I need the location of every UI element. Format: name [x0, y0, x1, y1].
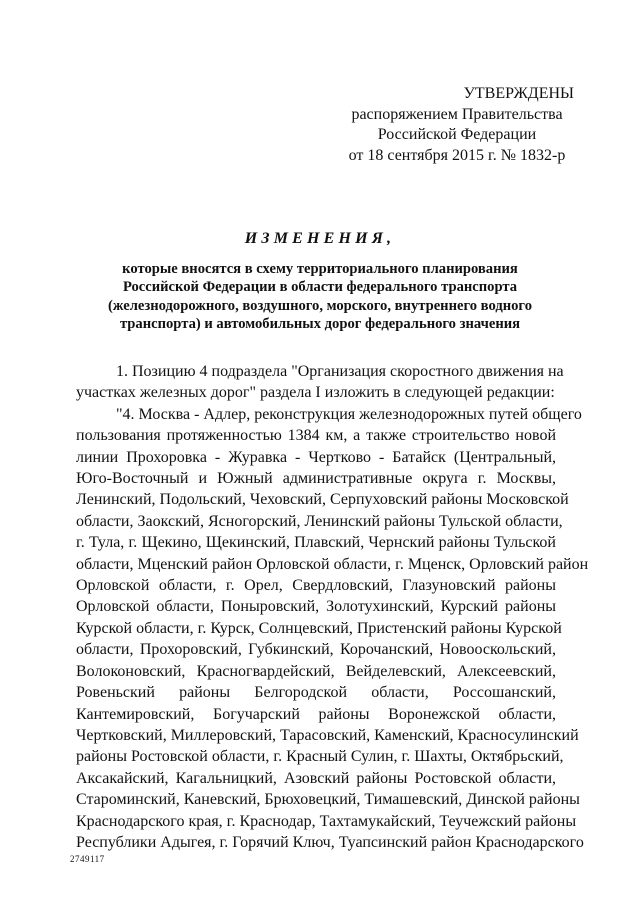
approval-line-1: распоряжением Правительства	[351, 105, 563, 123]
body-line: пользования протяженностью 1384 км, а также строительство новой	[76, 427, 556, 445]
body-line: Староминский, Каневский, Брюховецкий, Тимашевский, Динской районы	[76, 791, 580, 809]
body-line: "4. Москва - Адлер, реконструкция железнодорожных путей общего	[116, 405, 582, 423]
body-line: Орловской области, г. Орел, Свердловский, Глазуновский районы	[76, 577, 556, 595]
body-line: области, Заокский, Ясногорский, Ленинский районы Тульской области,	[76, 512, 563, 530]
body-line: Кантемировский, Богучарский районы Воронежской области,	[76, 705, 556, 723]
subtitle-line: Российской Федерации в области федерального транспорта	[122, 279, 518, 296]
body-line: Волоконовский, Красногвардейский, Вейделевский, Алексеевский,	[76, 662, 556, 680]
body-line: районы Ростовской области, г. Красный Сулин, г. Шахты, Октябрьский,	[76, 748, 564, 766]
approval-block	[330, 84, 584, 166]
body-line: линии Прохоровка - Журавка - Чертково - Батайск (Центральный,	[76, 448, 556, 466]
body-line: Краснодарского края, г. Краснодар, Тахтамукайский, Теучежский районы	[76, 812, 577, 830]
approval-line-3: от 18 сентября 2015 г. № 1832-р	[348, 146, 566, 164]
body-line: области, Мценский район Орловской области, г. Мценск, Орловский район	[76, 555, 589, 573]
body-line: Республики Адыгея, г. Горячий Ключ, Туапсинский район Краснодарского	[76, 833, 584, 851]
approval-title: УТВЕРЖДЕНЫ	[463, 85, 574, 102]
body-line: Курской области, г. Курск, Солнцевский, Пристенский районы Курской	[76, 619, 562, 637]
body-text	[76, 361, 589, 853]
body-line: области, Прохоровский, Губкинский, Корочанский, Новооскольский,	[76, 641, 556, 659]
document-heading	[70, 230, 570, 333]
body-line: Ровеньский районы Белгородской области, Россошанский,	[76, 684, 556, 702]
body-line: Юго-Восточный и Южный административные округа г. Москвы,	[76, 470, 556, 488]
document-subtitle	[70, 260, 570, 333]
approval-line-2: Российской Федерации	[377, 126, 537, 143]
subtitle-line: которые вносятся в схему территориального планирования	[122, 261, 518, 277]
subtitle-line: транспорта) и автомобильных дорог федерального значения	[119, 315, 521, 332]
document-code: 2749117	[70, 854, 105, 864]
body-line: Ленинский, Подольский, Чеховский, Серпуховский районы Московской	[76, 491, 569, 509]
body-line: 1. Позицию 4 подраздела "Организация скоростного движения на	[116, 363, 564, 380]
body-line: Орловской области, Поныровский, Золотухинский, Курский районы	[76, 598, 556, 616]
subtitle-line: (железнодорожного, воздушного, морского, внутреннего водного	[107, 297, 532, 314]
body-line: Чертковский, Миллеровский, Тарасовский, Каменский, Красносулинский	[76, 726, 579, 744]
body-line: г. Тула, г. Щекино, Щекинский, Плавский, Чернский районы Тульской	[76, 534, 556, 552]
body-line: участках железных дорог" раздела I изложить в следующей редакции:	[76, 384, 555, 402]
document-title: ИЗМЕНЕНИЯ,	[244, 230, 396, 247]
body-line: Аксакайский, Кагальницкий, Азовский районы Ростовской области,	[76, 769, 556, 787]
